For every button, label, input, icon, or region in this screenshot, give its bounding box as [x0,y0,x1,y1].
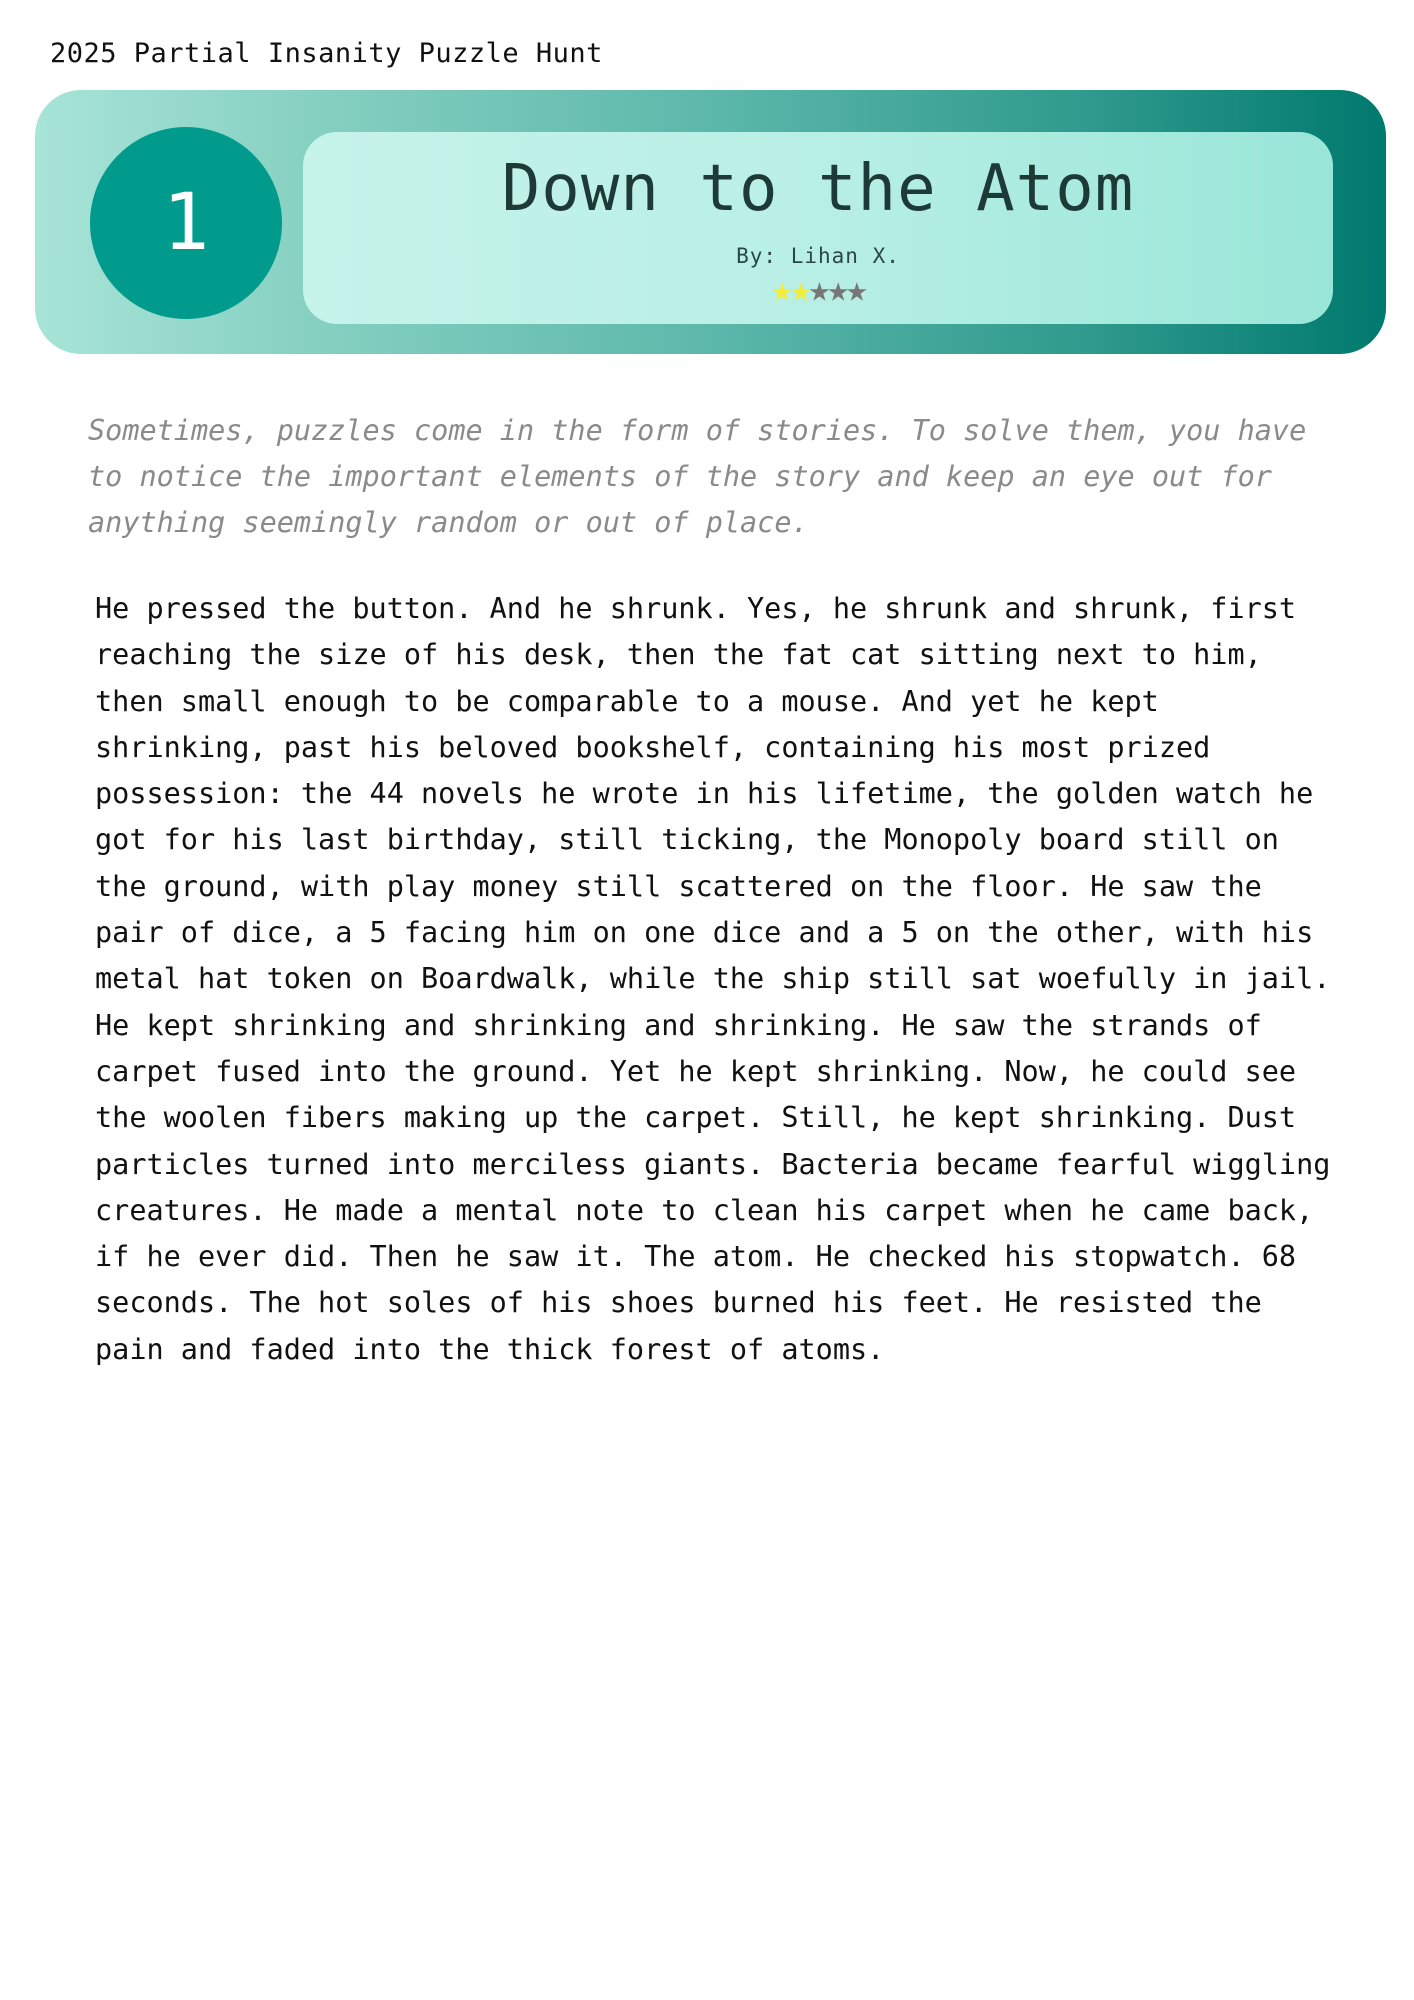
star-filled-icon: ★ [771,269,790,310]
puzzle-author: By: Lihan X. [736,244,900,268]
title-card [303,132,1333,324]
star-empty-icon: ★ [827,269,847,310]
story-text: He pressed the button. And he shrunk. Yes, he shrunk and shrunk, first reaching the size of his desk, then the fat cat sitting next to him, then small enough to be comparable to a mouse. And yet he kept shrinking, past his beloved bookshelf, containing his most prized possession: the 44 novels he wrote in his lifetime, the golden watch he got for his last birthday, still ticking, the Monopoly board still on the ground, with play money still scattered on the floor. He saw the pair of dice, a 5 facing him on one dice and a 5 on the other, with his metal hat token on Boardwalk, while the ship still sat woefully in jail. He kept shrinking and shrinking and shrinking. He saw the strands of carpet fused into the ground. Yet he kept shrinking. Now, he could see the woolen fibers making up the carpet. Still, he kept shrinking. Dust particles turned into merciless giants. Bacteria became fearful wiggling creatures. He made a mental note to clean his carpet when he came back, if he ever did. Then he saw it. The atom. He checked his stopwatch. 68 seconds. The hot soles of his shoes burned his feet. He resisted the pain and faded into the thick forest of atoms. [95,592,1331,1366]
puzzle-banner [35,90,1386,354]
hunt-title: 2025 Partial Insanity Puzzle Hunt [50,38,603,69]
puzzle-number-badge [90,127,282,319]
star-empty-icon: ★ [808,269,828,310]
star-empty-icon: ★ [846,269,865,310]
star-filled-icon: ★ [789,269,809,310]
difficulty-rating [303,269,1333,310]
intro-text: Sometimes, puzzles come in the form of stories. To solve them, you have to notice the important elements of the story and keep an eye out for anything seemingly random or out of place. [88,414,1307,539]
puzzle-number: 1 [162,178,210,268]
puzzle-title: Down to the Atom [501,152,1135,226]
